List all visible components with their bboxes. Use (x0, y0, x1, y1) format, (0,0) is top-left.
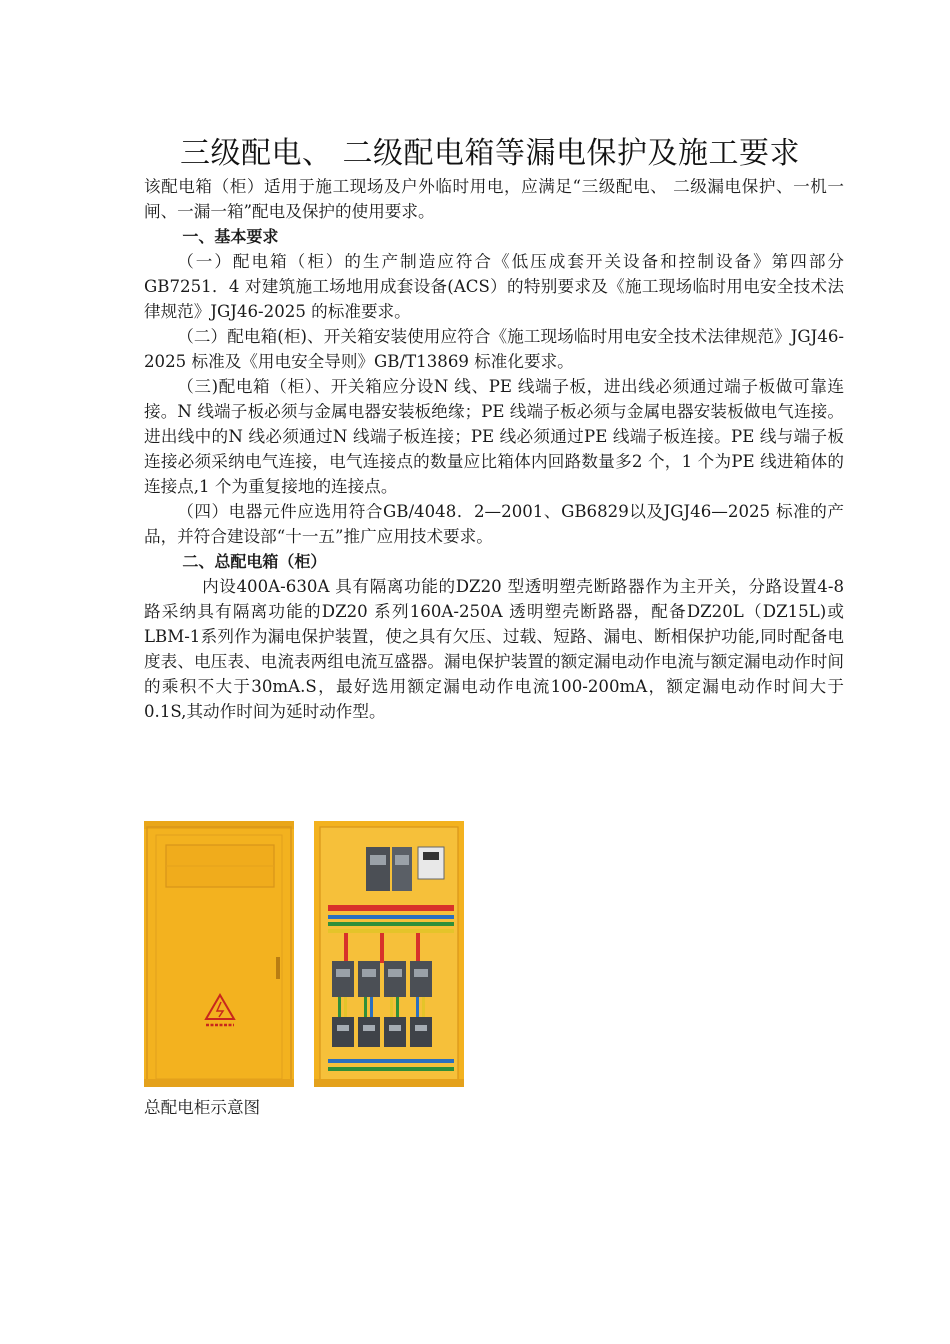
section-heading-main-cabinet: 二、总配电箱（柜） (182, 552, 327, 571)
requirement-item-4: （四）电器元件应选用符合GB/4048．2—2001、GB6829以及JGJ46—2025 标准的产品，并符合建设部“十一五”推广应用技术要求。 (144, 502, 844, 546)
busbar-yellow (328, 929, 454, 933)
busbar-green (328, 922, 454, 926)
main-breaker (366, 847, 412, 891)
energy-meter (418, 847, 444, 879)
intro-paragraph: 该配电箱（柜）适用于施工现场及户外临时用电，应满足“三级配电、 二级漏电保护、一机一闸、一漏一箱”配电及保护的使用要求。 (144, 177, 844, 221)
section-heading-basic-requirements: 一、基本要求 (182, 227, 279, 246)
cabinet-illustration (144, 821, 464, 1087)
busbar-blue (328, 915, 454, 919)
open-cabinet (314, 821, 464, 1087)
document-body (144, 174, 844, 724)
document-title: 三级配电、 二级配电箱等漏电保护及施工要求 (179, 136, 801, 171)
main-cabinet-paragraph: 内设400A-630A 具有隔离功能的DZ20 型透明塑壳断路器作为主开关，分路设置4-8 路采纳具有隔离功能的DZ20 系列160A-250A 透明塑壳断路器，配备DZ20L（DZ15L)或LBM-1系列作为漏电保护装置，使之具有欠压、过载、短路、漏电、断相保护功能,同时配备电度表、电压表、电流表两组电流互盛器。漏电保护装置的额定漏电动作电流与额定漏电动作时间的乘积不大于30mA.S，最好选用额定漏电动作电流100-200mA，额定漏电动作时间大于0.1S,其动作时间为延时动作型。 (144, 577, 844, 721)
closed-cabinet (144, 821, 294, 1087)
requirement-item-1: （一）配电箱（柜）的生产制造应符合《低压成套开关设备和控制设备》第四部分GB7251．4 对建筑施工场地用成套设备(ACS）的特别要求及《施工现场临时用电安全技术法律规范》JGJ46-2025 的标准要求。 (144, 252, 844, 321)
requirement-item-2: （二）配电箱(柜)、开关箱安装使用应符合《施工现场临时用电安全技术法律规范》JGJ46-2025 标准及《用电安全导则》GB/T13869 标准化要求。 (144, 327, 844, 371)
figure-caption: 总配电柜示意图 (144, 1098, 261, 1117)
busbar-red (328, 905, 454, 911)
door-handle (276, 957, 280, 979)
requirement-item-3: （三)配电箱（柜）、开关箱应分设N 线、PE 线端子板，进出线必须通过端子板做可靠连接。N 线端子板必须与金属电器安装板绝缘；PE 线端子板必须与金属电器安装板做电气连接。进出线中的N 线必须通过N 线端子板连接；PE 线必须通过PE 线端子板连接。PE 线与端子板连接必须采纳电气连接，电气连接点的数量应比箱体内回路数量多2 个，1 个为PE 线进箱体的连接点,1 个为重复接地的连接点。 (144, 377, 844, 496)
distribution-cabinet-figure (144, 821, 464, 1087)
